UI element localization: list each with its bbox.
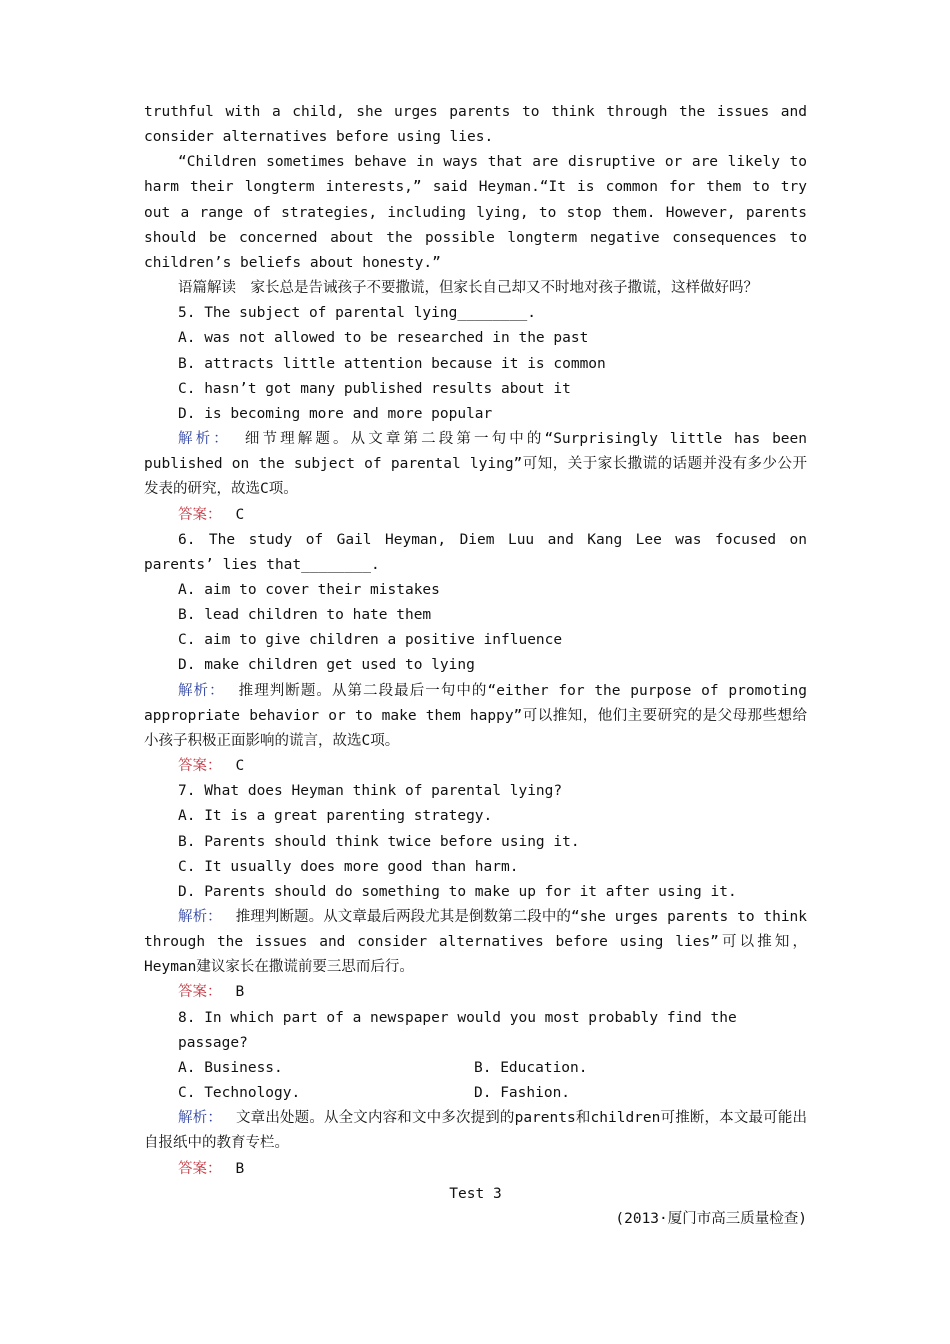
- answer-label: 答案：: [178, 984, 222, 1001]
- question-6: [144, 528, 807, 780]
- question-8: [144, 1006, 807, 1182]
- explanation-text: 推理判断题。从文章最后两段尤其是倒数第二段中的“she urges parents to think through the issues and consider alternatives before using lies”可以推知，Heyman建议家长在撒谎前要三思而后行。: [144, 909, 808, 976]
- option-d: D. Parents should do something to make up for it after using it.: [178, 883, 737, 900]
- answer: [144, 503, 807, 528]
- test-heading: Test 3: [449, 1185, 502, 1202]
- option-c: C. Technology.: [178, 1085, 301, 1102]
- explanation-text: 细节理解题。从文章第二段第一句中的“Surprisingly little has been published on the subject of parental lying”可知，关于家长撒谎的话题并没有多少公开发表的研究，故选C项。: [144, 431, 807, 498]
- passage-quote-paragraph: “Children sometimes behave in ways that are disruptive or are likely to harm their longterm interests,” said Heyman.“It is common for them to try out a range of strategies, including lying, to stop them. However, parents should be concerned about the possible longterm negative consequences to children’s beliefs about honesty.”: [144, 154, 807, 271]
- explanation: [144, 1106, 807, 1156]
- explanation-label: 解析：: [178, 909, 222, 925]
- option-c: C. It usually does more good than harm.: [178, 858, 519, 875]
- option-a: A. It is a great parenting strategy.: [178, 808, 493, 825]
- answer: [144, 1157, 807, 1182]
- explanation: [144, 679, 807, 754]
- answer-value: C: [235, 758, 245, 775]
- explanation: [144, 427, 807, 502]
- answer: [144, 980, 807, 1005]
- question-stem: 8. In which part of a newspaper would you most probably find the passage?: [178, 1009, 737, 1051]
- passage-line: truthful with a child, she urges parents to think through the issues and consider alternatives before using lies.: [144, 104, 807, 146]
- answer-value: B: [235, 1160, 245, 1177]
- option-d: D. make children get used to lying: [178, 657, 475, 674]
- answer-label: 答案：: [178, 506, 222, 523]
- option-c: C. aim to give children a positive influence: [178, 632, 563, 649]
- option-a: A. was not allowed to be researched in the past: [178, 330, 589, 347]
- explanation: [144, 905, 807, 980]
- option-d: D. is becoming more and more popular: [178, 405, 493, 422]
- answer-value: B: [235, 984, 245, 1001]
- option-b: B. Parents should think twice before using it.: [178, 833, 580, 850]
- option-c: C. hasn’t got many published results about it: [178, 380, 571, 397]
- options-row-1: [144, 1056, 807, 1081]
- question-stem: 7. What does Heyman think of parental lying?: [178, 783, 563, 800]
- explanation-label: 解析：: [178, 682, 225, 699]
- question-5: [144, 301, 807, 527]
- source-citation: (2013·厦门市高三质量检查): [615, 1210, 807, 1227]
- answer-label: 答案：: [178, 758, 222, 775]
- reading-note: 语篇解读 家长总是告诫孩子不要撒谎，但家长自己却又不时地对孩子撒谎，这样做好吗？: [178, 280, 758, 297]
- option-d: D. Fashion.: [474, 1085, 571, 1102]
- explanation-text: 推理判断题。从第二段最后一句中的“either for the purpose of promoting appropriate behavior or to make them happy”可以推知，他们主要研究的是父母那些想给小孩子积极正面影响的谎言，故选C项。: [144, 682, 807, 749]
- option-a: A. Business.: [178, 1059, 283, 1076]
- question-7: [144, 779, 807, 1005]
- answer-value: C: [235, 506, 245, 523]
- options-row-2: [144, 1081, 807, 1106]
- explanation-label: 解析：: [178, 1110, 222, 1127]
- answer-label: 答案：: [178, 1160, 222, 1177]
- explanation-label: 解析：: [178, 431, 231, 448]
- document-body: [144, 100, 807, 1232]
- option-b: B. attracts little attention because it is common: [178, 355, 606, 372]
- option-b: B. lead children to hate them: [178, 607, 432, 624]
- explanation-text: 文章出处题。从全文内容和文中多次提到的parents和children可推断，本文最可能出自报纸中的教育专栏。: [144, 1110, 808, 1152]
- answer: [144, 754, 807, 779]
- question-stem: 5. The subject of parental lying________.: [178, 305, 536, 322]
- option-a: A. aim to cover their mistakes: [178, 581, 440, 598]
- question-stem: 6. The study of Gail Heyman, Diem Luu and Kang Lee was focused on parents’ lies that________.: [144, 531, 807, 573]
- option-b: B. Education.: [474, 1059, 588, 1076]
